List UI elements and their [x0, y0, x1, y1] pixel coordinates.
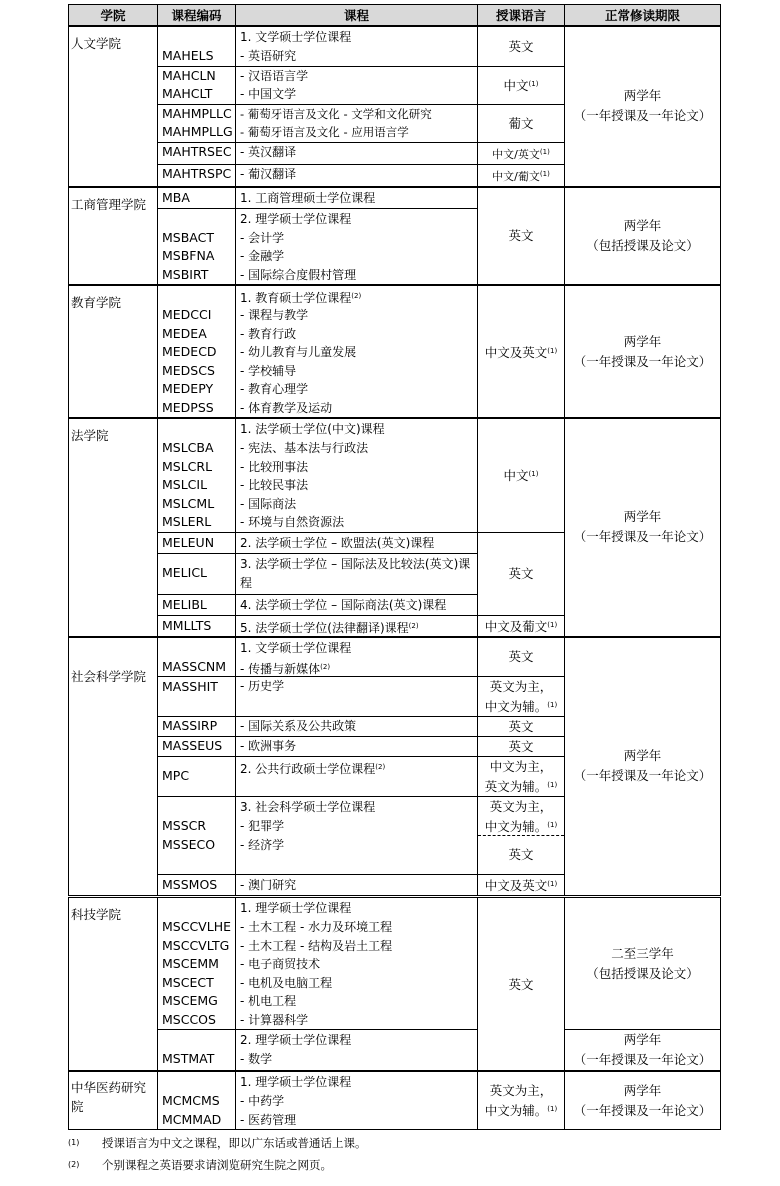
- language-cell: 中文及英文$^{(1)}$: [478, 875, 565, 897]
- duration-cell: 二至三学年 （包括授课及论文）: [565, 897, 721, 1030]
- course-code-cell: MELEUN: [158, 532, 236, 553]
- course-name-cell: 2. 理学硕士学位课程 - 会计学 - 金融学 - 国际综合度假村管理: [236, 208, 478, 285]
- language-cell: 中文及葡文$^{(1)}$: [478, 615, 565, 637]
- course-code-cell: MSBACT MSBFNA MSBIRT: [158, 208, 236, 285]
- faculty-name: 中华医药研究院: [69, 1071, 158, 1130]
- faculty-name: 工商管理学院: [69, 187, 158, 286]
- table-row: [69, 285, 721, 418]
- course-name-cell: 5. 法学硕士学位(法律翻译)课程$^{(2)}$: [236, 615, 478, 637]
- language-cell: 葡文: [478, 104, 565, 142]
- header-duration: 正常修读期限: [565, 5, 721, 27]
- course-name-cell: - 历史学: [236, 677, 478, 717]
- course-name-cell: 1. 法学硕士学位(中文)课程 - 宪法、基本法与行政法 - 比较刑事法 - 比较民事法 - 国际商法 - 环境与自然资源法: [236, 418, 478, 532]
- language-cell: 中文$^{(1)}$: [478, 66, 565, 104]
- course-code-cell: MSSCR MSSECO: [158, 797, 236, 875]
- course-code-cell: MSTMAT: [158, 1030, 236, 1072]
- language-cell: 中文/英文$^{(1)}$: [478, 142, 565, 164]
- duration-cell: 两学年 （一年授课及一年论文）: [565, 1030, 721, 1072]
- course-code-cell: MBA: [158, 187, 236, 209]
- course-name-cell: 3. 社会科学硕士学位课程 - 犯罪学 - 经济学: [236, 797, 478, 875]
- course-code-cell: MELICL: [158, 553, 236, 594]
- course-name-cell: - 欧洲事务: [236, 737, 478, 757]
- duration-cell: 两学年 （一年授课及一年论文）: [565, 285, 721, 418]
- course-code-cell: MSSMOS: [158, 875, 236, 897]
- course-code-cell: MAHELS: [158, 26, 236, 66]
- language-cell: 中文$^{(1)}$: [478, 418, 565, 532]
- course-code-cell: MSCCVLHE MSCCVLTG MSCEMM MSCECT MSCEMG MSCCOS: [158, 897, 236, 1030]
- table-row: [69, 187, 721, 209]
- table-row: [69, 26, 721, 66]
- table-row: [69, 418, 721, 532]
- faculty-name: 社会科学学院: [69, 637, 158, 897]
- course-code-cell: MASSCNM: [158, 637, 236, 677]
- course-code-cell: MAHTRSPC: [158, 164, 236, 187]
- course-name-cell: 4. 法学硕士学位 – 国际商法(英文)课程: [236, 594, 478, 615]
- course-name-cell: - 汉语语言学 - 中国文学: [236, 66, 478, 104]
- language-cell: 中文为主， 英文为辅。$^{(1)}$: [478, 757, 565, 797]
- footnote-2: (2) 个别课程之英语要求请浏览研究生院之网页。: [68, 1158, 332, 1172]
- language-cell: 英文: [478, 717, 565, 737]
- language-cell: 英文为主， 中文为辅。$^{(1)}$ 英文: [478, 797, 565, 875]
- course-name-cell: - 葡汉翻译: [236, 164, 478, 187]
- faculty-name: 人文学院: [69, 26, 158, 187]
- course-code-cell: MASSHIT: [158, 677, 236, 717]
- course-name-cell: - 澳门研究: [236, 875, 478, 897]
- duration-cell: 两学年 （一年授课及一年论文）: [565, 418, 721, 637]
- language-cell: 英文为主， 中文为辅。$^{(1)}$: [478, 1071, 565, 1130]
- language-cell: 英文: [478, 897, 565, 1072]
- course-code-cell: MAHTRSEC: [158, 142, 236, 164]
- header-faculty: 学院: [69, 5, 158, 27]
- course-name-cell: 1. 工商管理硕士学位课程: [236, 187, 478, 209]
- course-name-cell: - 英汉翻译: [236, 142, 478, 164]
- header-course: 课程: [236, 5, 478, 27]
- faculty-name: 法学院: [69, 418, 158, 637]
- course-code-cell: MEDCCI MEDEA MEDECD MEDSCS MEDEPY MEDPSS: [158, 285, 236, 418]
- language-cell: 英文: [478, 637, 565, 677]
- faculty-name: 教育学院: [69, 285, 158, 418]
- course-name-cell: 1. 文学硕士学位课程 - 传播与新媒体$^{(2)}$: [236, 637, 478, 677]
- course-code-cell: MPC: [158, 757, 236, 797]
- course-name-cell: 2. 理学硕士学位课程 - 数学: [236, 1030, 478, 1072]
- course-code-cell: MAHCLN MAHCLT: [158, 66, 236, 104]
- course-code-cell: MASSEUS: [158, 737, 236, 757]
- course-name-cell: 1. 理学硕士学位课程 - 土木工程 - 水力及环境工程 - 土木工程 - 结构及岩土工程 - 电子商贸技术 - 电机及电脑工程 - 机电工程 - 计算器科学: [236, 897, 478, 1030]
- language-cell: 英文: [478, 26, 565, 66]
- course-name-cell: - 国际关系及公共政策: [236, 717, 478, 737]
- course-name-cell: 1. 文学硕士学位课程 - 英语研究: [236, 26, 478, 66]
- programme-table: [68, 4, 721, 1130]
- header-code: 课程编码: [158, 5, 236, 27]
- course-name-cell: 2. 法学硕士学位 – 欧盟法(英文)课程: [236, 532, 478, 553]
- language-cell: 英文: [478, 532, 565, 615]
- course-name-cell: - 葡萄牙语言及文化 - 文学和文化研究 - 葡萄牙语言及文化 - 应用语言学: [236, 104, 478, 142]
- course-code-cell: MMLLTS: [158, 615, 236, 637]
- course-name-cell: 1. 理学硕士学位课程 - 中药学 - 医药管理: [236, 1071, 478, 1130]
- course-code-cell: MSLCBA MSLCRL MSLCIL MSLCML MSLERL: [158, 418, 236, 532]
- table-row: [69, 637, 721, 677]
- faculty-name: 科技学院: [69, 897, 158, 1072]
- header-row: [69, 5, 721, 27]
- duration-cell: 两学年 （一年授课及一年论文）: [565, 637, 721, 897]
- course-name-cell: 1. 教育硕士学位课程$^{(2)}$ - 课程与教学 - 教育行政 - 幼儿教育与儿童发展 - 学校辅导 - 教育心理学 - 体育教学及运动: [236, 285, 478, 418]
- language-cell: 英文: [478, 187, 565, 286]
- course-code-cell: MAHMPLLC MAHMPLLG: [158, 104, 236, 142]
- course-name-cell: 3. 法学硕士学位 – 国际法及比较法(英文)课程: [236, 553, 478, 594]
- language-cell: 中文及英文$^{(1)}$: [478, 285, 565, 418]
- language-cell: 英文为主， 中文为辅。$^{(1)}$: [478, 677, 565, 717]
- table-row: [69, 897, 721, 1030]
- language-cell: 中文/葡文$^{(1)}$: [478, 164, 565, 187]
- course-name-cell: 2. 公共行政硕士学位课程$^{(2)}$: [236, 757, 478, 797]
- table-row: [69, 1071, 721, 1130]
- language-cell: 英文: [478, 737, 565, 757]
- footnotes: [68, 1132, 367, 1176]
- header-language: 授课语言: [478, 5, 565, 27]
- course-code-cell: MASSIRP: [158, 717, 236, 737]
- table-row: [69, 1030, 721, 1072]
- course-code-cell: MELIBL: [158, 594, 236, 615]
- duration-cell: 两学年 （一年授课及一年论文）: [565, 26, 721, 187]
- duration-cell: 两学年 （包括授课及论文）: [565, 187, 721, 286]
- course-code-cell: MCMCMS MCMMAD: [158, 1071, 236, 1130]
- duration-cell: 两学年 （一年授课及一年论文）: [565, 1071, 721, 1130]
- footnote-1: (1) 授课语言为中文之课程，即以广东话或普通话上课。: [68, 1136, 367, 1150]
